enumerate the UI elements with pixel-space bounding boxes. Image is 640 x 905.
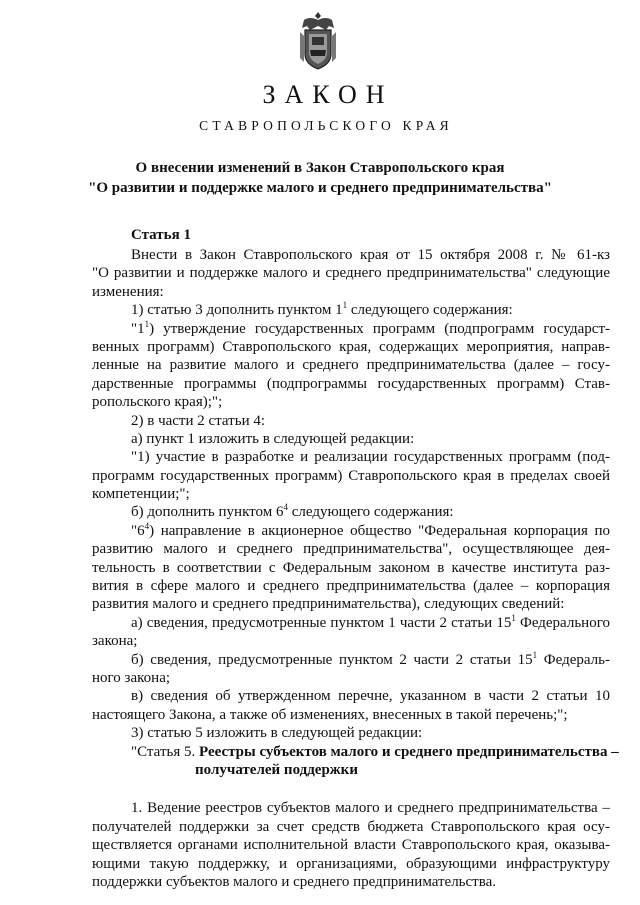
text-line: закона; (92, 633, 138, 650)
coat-of-arms-emblem (296, 10, 340, 72)
text-line: б) сведения, предусмотренные пунктом 2 части 2 статьи $15^1$ Федераль- (131, 649, 610, 668)
article-title: Статья 1 (131, 227, 191, 243)
text-line: "$1^1$) утверждение государственных программ (подпрограмм государст- (131, 318, 610, 337)
text-line: получателей поддержки (195, 761, 358, 778)
text-line: тельность в соответствии с Федеральным законом в качестве института раз- (92, 559, 610, 576)
text-line: дарственные программы (подпрограммы государственных программ) Став- (92, 375, 610, 392)
text-line: "$6^4$) направление в акционерное общество "Федеральная корпорация по (131, 520, 610, 539)
text-line: развития малого и среднего предпринимательства), следующих сведений: (92, 596, 565, 613)
text-line: получателей поддержки за счет средств бюджета Ставропольского края осу- (92, 818, 610, 835)
text-line: в) сведения об утвержденном перечне, указанном в части 2 статьи 10 (131, 688, 610, 705)
text-line: Внести в Закон Ставропольского края от 15 октября 2008 г. № 61-кз (131, 247, 610, 263)
text-line: компетенции;"; (92, 486, 190, 503)
text-line: ного закона; (92, 669, 171, 686)
text-line: изменения: (92, 283, 164, 300)
region-name: СТАВРОПОЛЬСКОГО КРАЯ (199, 118, 453, 133)
text-line: развитию малого и среднего предпринимательства", осуществляющее дея- (92, 541, 610, 558)
document-title: ЗАКОН (262, 80, 394, 109)
article-body (92, 246, 619, 891)
text-line: ропольского края);"; (92, 394, 223, 411)
text-line: а) сведения, предусмотренные пунктом 1 части 2 статьи $15^1$ Федерального (131, 612, 610, 631)
law-heading-line-1: О внесении изменений в Закон Ставропольского края (135, 160, 505, 176)
text-line: а) пункт 1 изложить в следующей редакции: (131, 430, 415, 447)
text-line: б) дополнить пунктом $6^4$ следующего содержания: (131, 502, 454, 521)
text-line: вития в сфере малого и среднего предпринимательства (далее – корпорация (92, 578, 610, 595)
text-line: "Статья 5. Реестры субъектов малого и среднего предпринимательства – (131, 743, 619, 760)
text-line: ющими такую поддержку, и организациями, образующими инфраструктуру (92, 855, 610, 872)
text-line: 1) статью 3 дополнить пунктом $1^1$ следующего содержания: (131, 300, 513, 319)
text-line: поддержки субъектов малого и среднего предпринимательства. (92, 873, 497, 890)
text-line: ществляется органами исполнительной власти Ставропольского края, оказыва- (92, 837, 610, 854)
text-line: 1. Ведение реестров субъектов малого и среднего предпринимательства – (131, 800, 610, 817)
text-line: 2) в части 2 статьи 4: (131, 412, 266, 429)
text-line: настоящего Закона, а также об изменениях, внесенных в такой перечень;"; (92, 706, 568, 723)
law-heading-line-2: "О развитии и поддержке малого и среднего предпринимательства" (88, 180, 552, 196)
text-line: "1) участие в разработке и реализации государственных программ (под- (131, 449, 610, 466)
text-line: венных программ) Ставропольского края, содержащих мероприятия, направ- (92, 338, 610, 355)
text-line: "О развитии и поддержке малого и среднего предпринимательства" следующие (92, 265, 610, 282)
text-line: ленные на развитие малого и среднего предпринимательства (далее – госу- (92, 357, 610, 374)
text-line: 3) статью 5 изложить в следующей редакции: (131, 725, 423, 742)
text-line: программ государственных программ) Ставропольского края в пределах своей (92, 467, 610, 484)
